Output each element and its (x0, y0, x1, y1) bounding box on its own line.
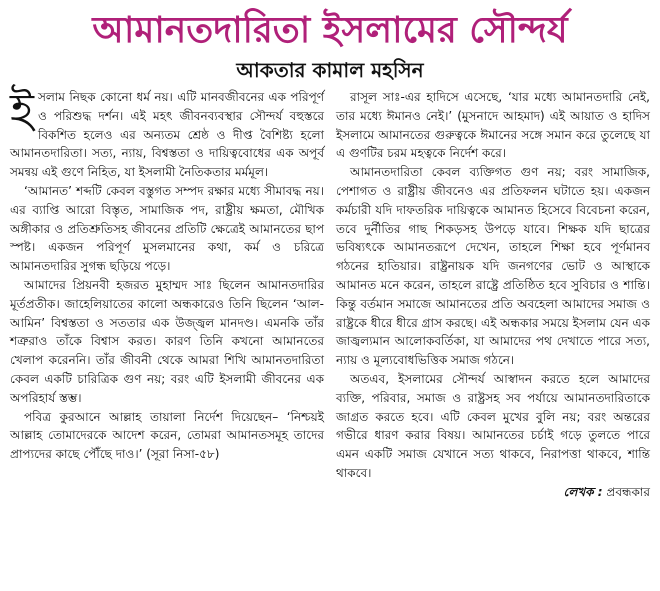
drop-cap: ই (10, 83, 34, 137)
paragraph: আমানতদারিতা কেবল ব্যক্তিগত গুণ নয়; বরং সামাজিক, পেশাগত ও রাষ্ট্রীয় জীবনেও এর প্রতিফলন ঘটাতে হয়। একজন কর্মচারী যদি দাফতরিক দায়িত্বকে আমানত হিসেবে বিবেচনা করেন, তবে দুর্নীতির গাছ শিকড়সহ উপড়ে যাবে। শিক্ষক যদি ছাত্রের ভবিষ্যৎকে আমানতরূপে দেখেন, তাহলে শিক্ষা হবে পূর্ণমানব গঠনের হাতিয়ার। রাষ্ট্রনায়ক যদি জনগণের ভোট ও আস্থাকে আমানত মনে করেন, তাহলে রাষ্ট্রে প্রতিষ্ঠিত হবে সুবিচার ও শান্তি। কিন্তু বর্তমান সমাজে আমানতের প্রতি অবহেলা আমাদের সমাজ ও রাষ্ট্রকে ধীরে ধীরে গ্রাস করছে। এই অন্ধকার সময়ে ইসলাম যেন এক জাজ্বল্যমান আলোকবর্তিকা, যা আমাদের পথ দেখাতে পারে সত্য, ন্যায় ও মূল্যবোধভিত্তিক সমাজ গঠনে। (336, 165, 650, 368)
paragraph: ‘আমানত’ শব্দটি কেবল বস্তুগত সম্পদ রক্ষার মধ্যে সীমাবদ্ধ নয়। এর ব্যাপ্তি আরো বিস্তৃত, সামাজিক পদ, রাষ্ট্রীয় ক্ষমতা, মৌখিক অঙ্গীকার ও প্রতিশ্রুতিসহ জীবনের প্রতিটি ক্ষেত্রেই আমানতের ছাপ স্পষ্ট। একজন পরিপূর্ণ মুসলমানের কথা, কর্ম ও চরিত্রে আমানতদারির সুগন্ধ ছড়িয়ে পড়ে। (10, 183, 324, 274)
author-byline: আকতার কামাল মহসিন (236, 58, 424, 82)
paragraph: পবিত্র কুরআনে আল্লাহ তায়ালা নির্দেশ দিয়েছেন– ‘নিশ্চয়ই আল্লাহ তোমাদেরকে আদেশ করেন, তোমরা আমানতসমূহ তাদের প্রাপ্যদের কাছে পৌঁছে দাও।’ (সূরা নিসা-৫৮) (10, 409, 324, 462)
paragraph: অতএব, ইসলামের সৌন্দর্য আস্বাদন করতে হলে আমাদের ব্যক্তি, পরিবার, সমাজ ও রাষ্ট্রসহ সব পর্যায়ে আমানতদারিতাকে জাগ্রত করতে হবে। এটি কেবল মুখের বুলি নয়; বরং অন্তরের গভীরে ধারণ করার বিষয়। আমানতের চর্চাই গড়ে তুলতে পারে এমন একটি সমাজ যেখানে সত্য থাকবে, নিরাপত্তা থাকবে, শান্তি থাকবে। (336, 371, 650, 480)
right-column (336, 88, 650, 502)
paragraph-text: সলাম নিছক কোনো ধর্ম নয়। এটি মানবজীবনের এক পরিপূর্ণ ও পরিশুদ্ধ দর্শন। এই মহৎ জীবনব্যবস্থার সৌন্দর্য বহুস্তরে বিকশিত হলেও এর অন্যতম শ্রেষ্ঠ ও দীপ্ত বৈশিষ্ট্য হলো আমানতদারিতা। সত্য, ন্যায়, বিশ্বস্ততা ও দায়িত্ববোধের এক অপূর্ব সমন্বয় এই গুণে নিহিত, যা ইসলামী নৈতিকতার মর্মমূল। (10, 90, 324, 180)
author-note-text: প্রবন্ধকার (606, 484, 650, 499)
paragraph: আমাদের প্রিয়নবী হজরত মুহাম্মদ সাঃ ছিলেন আমানতদারির মূর্তপ্রতীক। জাহেলিয়াতের কালো অন্ধকারেও তিনি ছিলেন ‘আল-আমিন’ বিশ্বস্ততা ও সততার এক উজ্জ্বল মানদণ্ড। এমনকি তাঁর শত্রুরাও তাঁকে বিশ্বাস করত। কারণ তিনি কখনো আমানতের খেলাপ করেননি। তাঁর জীবনী থেকে আমরা শিখি আমানতদারিতা কেবল একটি চারিত্রিক গুণ নয়; বরং এটি ইসলামী জীবনের এক অপরিহার্য স্তম্ভ। (10, 277, 324, 405)
article-columns (10, 83, 650, 502)
author-note-label: লেখক : (563, 484, 603, 499)
paragraph: রাসূল সাঃ-এর হাদিসে এসেছে, ‘যার মধ্যে আমানতদারি নেই, তার মধ্যে ঈমানও নেই।’ (মুসনাদে আহমাদ) এই আয়াত ও হাদিস ইসলামে আমানতের গুরুত্বকে ঈমানের সঙ্গে সমান করে তুলেছে যা এ গুণটির চরম মহত্বকে নির্দেশ করে। (336, 90, 650, 161)
paragraph (10, 83, 324, 182)
left-column (10, 83, 324, 502)
article-title: আমানতদারিতা ইসলামের সৌন্দর্য (92, 9, 568, 51)
author-note (336, 483, 650, 502)
